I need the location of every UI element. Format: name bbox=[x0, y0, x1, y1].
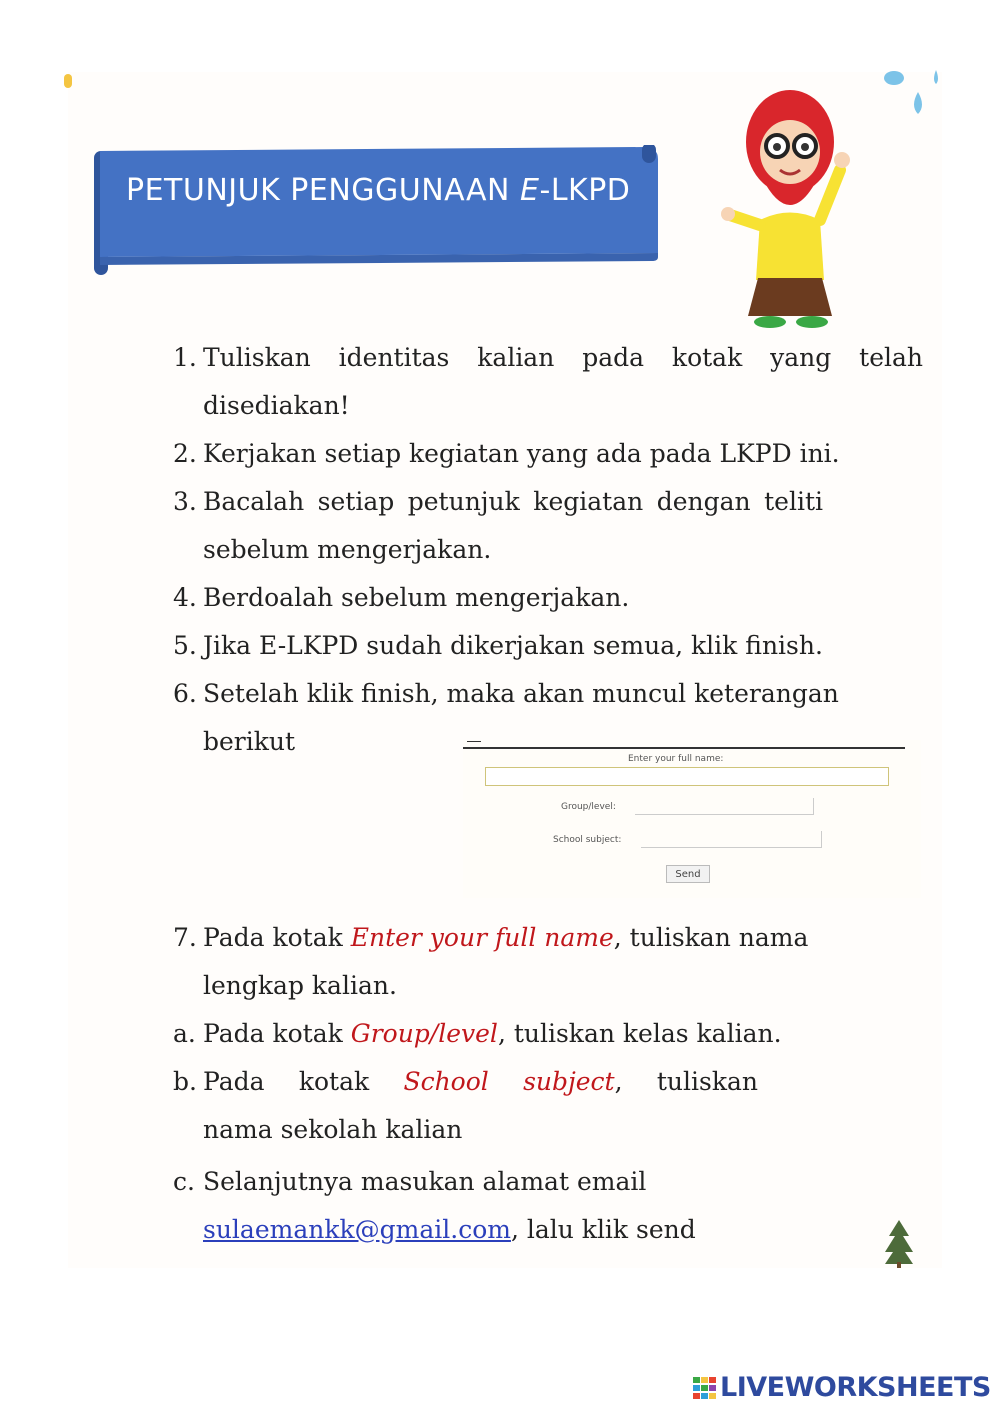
school-subject-input[interactable] bbox=[641, 831, 822, 848]
instruction-text: sulaemankk@gmail.com, lalu klik send bbox=[203, 1215, 696, 1244]
girl-character-illustration bbox=[720, 80, 860, 330]
highlight-text: Group/level bbox=[350, 1019, 498, 1048]
instruction-text: Setelah klik finish, maka akan muncul keterangan bbox=[203, 679, 839, 708]
school-subject-label: School subject: bbox=[553, 835, 622, 845]
divider bbox=[463, 747, 905, 749]
full-name-label: Enter your full name: bbox=[628, 754, 724, 764]
instruction-text: Berdoalah sebelum mengerjakan. bbox=[203, 583, 630, 612]
instruction-item bbox=[173, 1158, 923, 1254]
highlight-text: School subject bbox=[403, 1067, 615, 1096]
item-number: c. bbox=[173, 1167, 195, 1196]
decor-dot bbox=[64, 74, 72, 88]
item-number: 3. bbox=[173, 487, 197, 516]
send-button[interactable]: Send bbox=[666, 865, 710, 883]
instruction-item bbox=[173, 334, 923, 430]
instruction-text: berikut bbox=[203, 727, 296, 756]
instruction-text: nama sekolah kalian bbox=[203, 1115, 463, 1144]
instruction-item bbox=[173, 574, 923, 622]
instruction-text: Bacalah setiap petunjuk kegiatan dengan teliti bbox=[203, 487, 823, 516]
instruction-item bbox=[173, 1058, 758, 1154]
item-number: 5. bbox=[173, 631, 197, 660]
instruction-text: Jika E-LKPD sudah dikerjakan semua, klik finish. bbox=[203, 631, 823, 660]
instruction-text: disediakan! bbox=[203, 391, 350, 420]
instruction-text: Tuliskan identitas kalian pada kotak yang telah bbox=[203, 343, 923, 372]
instruction-item bbox=[173, 1010, 923, 1058]
tree-icon bbox=[883, 1218, 915, 1272]
instruction-text: sebelum mengerjakan. bbox=[203, 535, 492, 564]
item-number: b. bbox=[173, 1067, 197, 1096]
instruction-text: Kerjakan setiap kegiatan yang ada pada LKPD ini. bbox=[203, 439, 840, 468]
instruction-text: Pada kotak Group/level, tuliskan kelas kalian. bbox=[203, 1019, 782, 1048]
divider bbox=[467, 741, 481, 742]
item-number: 2. bbox=[173, 439, 197, 468]
water-drops-icon bbox=[880, 70, 940, 120]
group-level-input[interactable] bbox=[635, 798, 814, 815]
title-banner bbox=[92, 145, 658, 275]
form-preview bbox=[463, 740, 921, 898]
instruction-text: lengkap kalian. bbox=[203, 971, 397, 1000]
full-name-input[interactable] bbox=[485, 767, 889, 786]
brand-name: LIVEWORKSHEETS bbox=[720, 1372, 991, 1403]
email-link[interactable]: sulaemankk@gmail.com bbox=[203, 1215, 511, 1244]
instruction-item bbox=[173, 622, 923, 670]
item-number: 7. bbox=[173, 923, 197, 952]
instruction-item bbox=[173, 914, 923, 1010]
item-number: 4. bbox=[173, 583, 197, 612]
instruction-item bbox=[173, 478, 823, 574]
liveworksheets-logo-icon bbox=[693, 1377, 717, 1403]
instruction-text: Pada kotak Enter your full name, tuliskan nama bbox=[203, 923, 809, 952]
item-number: 1. bbox=[173, 343, 197, 372]
item-number: 6. bbox=[173, 679, 197, 708]
instruction-item bbox=[173, 430, 923, 478]
highlight-text: Enter your full name bbox=[350, 923, 614, 952]
item-number: a. bbox=[173, 1019, 196, 1048]
group-level-label: Group/level: bbox=[561, 802, 616, 812]
page-title: PETUNJUK PENGGUNAAN E-LKPD bbox=[126, 173, 631, 208]
instruction-text: Selanjutnya masukan alamat email bbox=[203, 1167, 647, 1196]
instruction-text: Pada kotak School subject, tuliskan bbox=[203, 1067, 758, 1096]
